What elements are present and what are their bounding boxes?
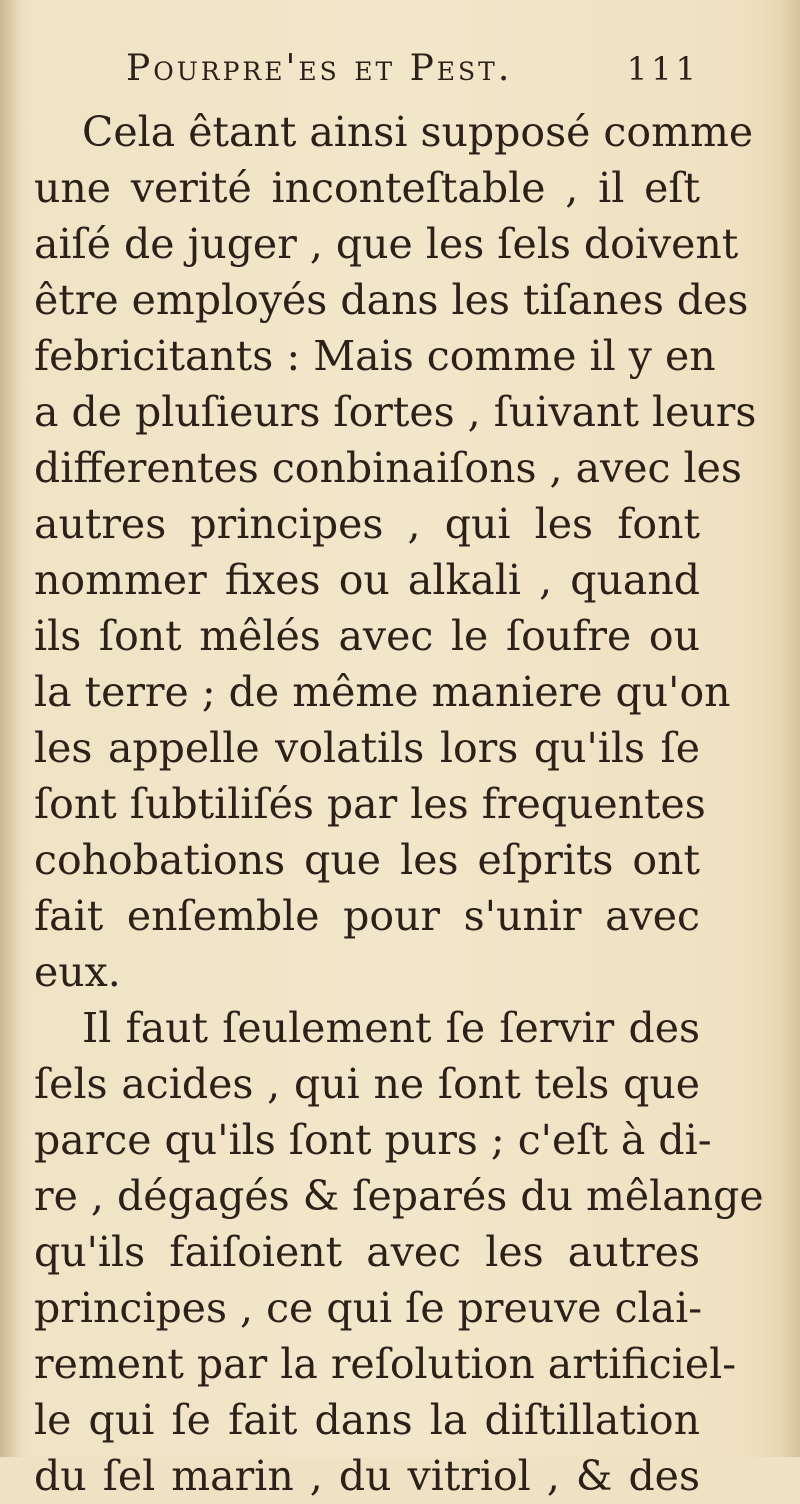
text-line: cohobations que les eſprits ont [34,836,700,884]
text-line: ils ſont mêlés avec le ſoufre ou [34,612,700,660]
paragraph-1 [34,104,757,1000]
text-line: febricitants : Mais comme il y en [34,332,716,380]
text-line: la terre ; de même maniere qu'on [34,668,731,716]
text-line: nommer fixes ou alkali , quand [34,556,700,604]
text-line: eux. [34,948,121,996]
text-line: aiſé de juger , que les ſels doivent [34,220,739,268]
text-line: du ſel marin , du vitriol , & des [34,1452,700,1500]
text-line: ſont ſubtiliſés par les frequentes [34,780,706,828]
text-line: a de pluſieurs ſortes , ſuivant leurs [34,388,757,436]
text-line: une verité inconteſtable , il eſt [34,164,700,212]
text-line: ſels acides , qui ne ſont tels que [34,1060,700,1108]
page-text [34,48,764,1504]
running-head [34,48,700,104]
text-line: être employés dans les tiſanes des [34,276,749,324]
page-edge [780,0,800,1457]
text-line: fait enſemble pour s'unir avec [34,892,700,940]
text-line: les appelle volatils lors qu'ils ſe [34,724,700,772]
text-line: re , dégagés & ſeparés du mêlange [34,1172,764,1220]
text-line: parce qu'ils ſont purs ; c'eſt à di- [34,1116,712,1164]
text-line: Il faut ſeulement ſe ſervir des [82,1004,700,1052]
gutter-shadow [0,0,22,1457]
text-line: differentes conbinaiſons , avec les [34,444,742,492]
paragraph-2 [34,1000,764,1504]
text-line: autres principes , qui les font [34,500,700,548]
text-line: le qui ſe fait dans la diſtillation [34,1396,700,1444]
text-line: principes , ce qui ſe preuve clai- [34,1284,703,1332]
text-line: qu'ils faiſoient avec les autres [34,1228,700,1276]
page-number: 111 [626,50,700,88]
text-line: Cela êtant ainsi supposé comme [82,108,754,156]
running-title: Pourpre'es et Pest. [126,48,513,89]
text-line: rement par la reſolution artificiel- [34,1340,737,1388]
